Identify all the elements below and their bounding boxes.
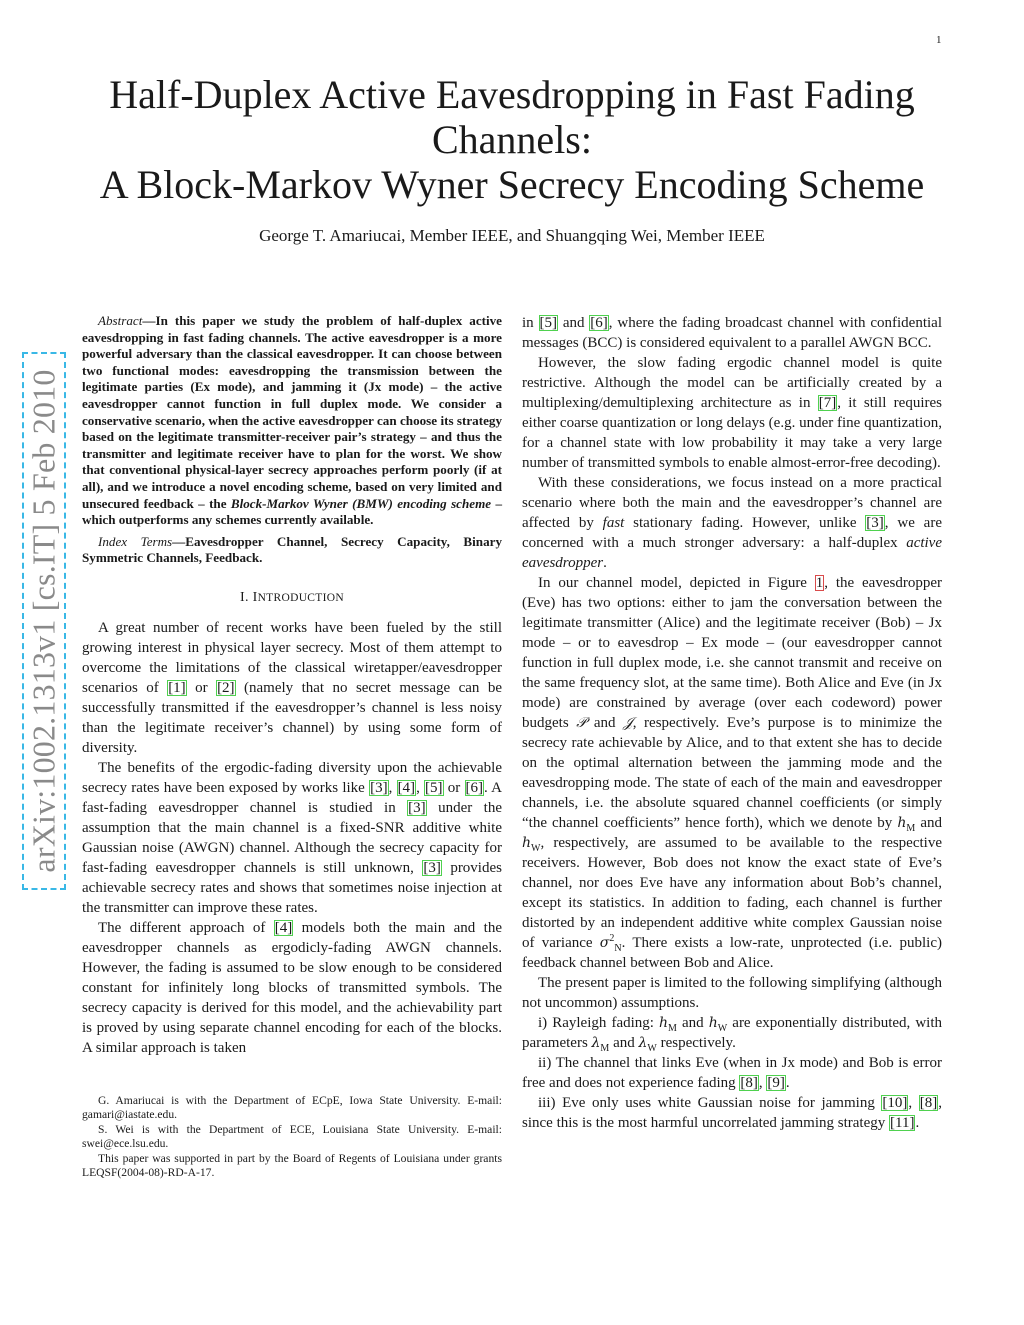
abstract-scheme-name: Block-Markov Wyner (BMW) encoding scheme bbox=[230, 495, 492, 511]
paragraph-text: , bbox=[758, 1075, 767, 1091]
math-subscript: M bbox=[600, 1043, 610, 1054]
paragraph-text: A great number of recent works have been fueled by the still growing interest in physical layer secrecy. Most of them attempt to overcome the limitations of the classical wiretapper/eavesdropper scenarios of bbox=[82, 619, 502, 696]
right-column bbox=[522, 313, 942, 1133]
paragraph-text: and bbox=[676, 1015, 709, 1031]
paragraph-text: and bbox=[558, 315, 590, 331]
paragraph-text: , bbox=[388, 779, 397, 796]
citation-link[interactable]: [3] bbox=[423, 859, 441, 876]
math-symbol: λ bbox=[591, 1035, 601, 1051]
paragraph-text: With these considerations, we focus instead on a more practical scenario where both the main and the eavesdropper’s channel are affected by bbox=[522, 475, 942, 531]
paragraph-text: , bbox=[908, 1095, 919, 1111]
assumption-1 bbox=[522, 1013, 942, 1053]
citation-link[interactable]: [2] bbox=[217, 679, 235, 696]
paragraph-text: provides achievable secrecy rates and shows that sometimes noise injection at the transmitter can improve these rates. bbox=[82, 859, 502, 916]
paragraph-text: respectively. bbox=[656, 1035, 736, 1051]
paragraph-text: In our channel model, depicted in Figure bbox=[538, 575, 815, 591]
math-symbol: h bbox=[522, 835, 532, 851]
paragraph-text: and bbox=[609, 1035, 639, 1051]
paragraph-text: are exponentially distributed, with parameters bbox=[522, 1015, 942, 1051]
math-subscript: W bbox=[647, 1043, 657, 1054]
math-symbol: 𝒥 bbox=[623, 715, 633, 731]
math-subscript: N bbox=[614, 943, 622, 954]
citation-link[interactable]: [5] bbox=[425, 779, 443, 796]
right-paragraph-5: The present paper is limited to the following simplifying (although not uncommon) assumptions. bbox=[522, 975, 942, 1011]
citation-link[interactable]: [5] bbox=[539, 315, 557, 331]
citation-link[interactable]: [11] bbox=[890, 1115, 915, 1131]
figure-link[interactable]: 1 bbox=[815, 575, 824, 591]
math-symbol: σ bbox=[599, 935, 610, 951]
citation-link[interactable]: [4] bbox=[397, 779, 416, 796]
paragraph-text: The benefits of the ergodic-fading diversity upon the achievable secrecy rates have been exposed by works like bbox=[82, 759, 502, 796]
abstract-text-end: – which outperforms any schemes currently available. bbox=[82, 495, 502, 528]
citation-link[interactable]: [9] bbox=[767, 1075, 785, 1091]
intro-paragraph-2 bbox=[82, 758, 502, 918]
paragraph-text: , since this is the most harmful uncorrelated jamming strategy bbox=[522, 1095, 942, 1131]
right-paragraph-3 bbox=[522, 473, 942, 573]
section-heading-introduction bbox=[82, 588, 502, 608]
assumption-3 bbox=[522, 1093, 942, 1133]
abstract-text: —In this paper we study the problem of half-duplex active eavesdropping in fast fading channels. The active eavesdropper is a more powerful adversary than the classical eavesdropper. It can choose between two functional modes: eavesdropping the transmission between the legitimate parties (Ex mode), and jamming it (Jx mode) – the active eavesdropper cannot function in full duplex mode. We consider a conservative scenario, when the active eavesdropper can choose its strategy based on the legitimate transmitter-receiver pair’s strategy – and thus the transmitter and legitimate receiver have to plan for the worst. We show that conventional physical-layer secrecy approaches perform poorly (if at all), and we introduce a novel encoding scheme, based on very limited and unsecured feedback – the bbox=[82, 313, 502, 511]
paragraph-text: or bbox=[443, 779, 465, 796]
authors-line: George T. Amariucai, Member IEEE, and Shuangqing Wei, Member IEEE bbox=[259, 226, 765, 245]
paragraph-text: models both the main and the eavesdropper channels as ergodicly-fading AWGN channels. However, the fading is assumed to be slow enough to be considered constant for infinitely long blocks of transmitted symbols. The secrecy capacity is derived for this model, and the achievability part is proved by using separate channel encoding for each of the blocks. A similar approach is taken bbox=[82, 919, 502, 1056]
citation-link[interactable]: [3] bbox=[370, 779, 388, 796]
math-symbol: h bbox=[708, 1015, 718, 1031]
paragraph-text: . bbox=[915, 1115, 920, 1131]
arxiv-identifier-text: arXiv:1002.1313v1 [cs.IT] 5 Feb 2010 bbox=[25, 369, 62, 873]
intro-paragraph-1 bbox=[82, 618, 502, 758]
paragraph-text: under the assumption that the main channel is a fixed-SNR additive white Gaussian noise (AWGN) channel. Although the secrecy capacity for fast-fading eavesdropper channels is still unknown, bbox=[82, 799, 502, 876]
paper-title bbox=[70, 72, 954, 207]
citation-link[interactable]: [10] bbox=[882, 1095, 908, 1111]
paragraph-text: , we are concerned with a much stronger adversary: a half-duplex bbox=[522, 515, 942, 551]
paragraph-text: . bbox=[603, 555, 607, 571]
title-line-1: Half-Duplex Active Eavesdropping in Fast Fading bbox=[109, 72, 915, 117]
paragraph-text: , where the fading broadcast channel with confidential messages (BCC) is considered equivalent to a parallel AWGN BCC. bbox=[522, 315, 942, 351]
paragraph-text: . A fast-fading eavesdropper channel is studied in bbox=[82, 779, 503, 816]
math-symbol: λ bbox=[638, 1035, 648, 1051]
page-number: 1 bbox=[936, 34, 942, 46]
emphasis-text: fast bbox=[602, 515, 625, 531]
citation-link[interactable]: [1] bbox=[168, 679, 186, 696]
citation-link[interactable]: [7] bbox=[818, 395, 837, 411]
right-paragraph-4 bbox=[522, 573, 942, 973]
citation-link[interactable]: [8] bbox=[740, 1075, 758, 1091]
citation-link[interactable]: [8] bbox=[919, 1095, 938, 1111]
paragraph-text: ii) The channel that links Eve (when in Jx mode) and Bob is error free and does not experience fading bbox=[522, 1055, 942, 1091]
abstract bbox=[82, 313, 502, 529]
citation-link[interactable]: [4] bbox=[274, 919, 293, 936]
index-terms-text: —Eavesdropper Channel, Secrecy Capacity, Binary Symmetric Channels, Feedback. bbox=[82, 533, 502, 566]
index-terms bbox=[82, 534, 502, 567]
paragraph-text: iii) Eve only uses white Gaussian noise for jamming bbox=[538, 1095, 882, 1111]
citation-link[interactable]: [6] bbox=[590, 315, 608, 331]
paragraph-text: However, the slow fading ergodic channel model is quite restrictive. Although the model can be artificially created by a multiplexing/demultiplexing architecture as in bbox=[522, 355, 942, 411]
paragraph-text: , bbox=[416, 779, 425, 796]
footnote-1: G. Amariucai is with the Department of ECpE, Iowa State University. E-mail: gamari@iastate.edu. bbox=[82, 1093, 502, 1122]
emphasis-text: active eavesdropper bbox=[522, 535, 942, 571]
paragraph-text: The different approach of bbox=[98, 919, 274, 936]
math-symbol: h bbox=[659, 1015, 669, 1031]
paragraph-text: in bbox=[522, 315, 539, 331]
paragraph-text: . bbox=[785, 1075, 790, 1091]
paragraph-text: , it still requires either coarse quantization or long delays (e.g. under fine quantization, for a channel state with low probability it may take a very large number of transmitted symbols to enable almost-error-free decoding). bbox=[522, 395, 942, 471]
math-symbol: 𝒫 bbox=[576, 715, 587, 731]
paragraph-text: (namely that no secret message can be successfully transmitted if the eavesdropper’s channel is less noisy than the legitimate receiver’s channel) by using some form of diversity. bbox=[82, 679, 503, 756]
arxiv-identifier-stamp[interactable] bbox=[22, 352, 66, 890]
paragraph-text: , respectively. Eve’s purpose is to minimize the secrecy rate achievable by Alice, and to that extent she has to decide on the optimal alternation between the jamming mode and the eavesdropping mode. The state of each of the main and eavesdropper channels, i.e. the absolute squared channel coefficients (or simply “the channel coefficients” hence forth), which we denote by bbox=[522, 715, 942, 831]
paragraph-text: . There exists a low-rate, unprotected (i.e. public) feedback channel between Bob and Alice. bbox=[522, 935, 942, 971]
math-subscript: W bbox=[717, 1023, 728, 1034]
paragraph-text: , respectively, are assumed to be available to the respective receivers. However, Bob does not know the exact state of Eve’s channel, nor does Eve have any information about Bob’s channel, except its statistics. In addition to fading, each channel is further distorted by an independent additive white complex Gaussian noise of variance bbox=[522, 835, 942, 951]
math-superscript: 2 bbox=[609, 933, 615, 944]
paragraph-text: and bbox=[586, 715, 624, 731]
abstract-label: Abstract bbox=[98, 313, 143, 328]
index-terms-label: Index Terms bbox=[98, 533, 173, 549]
intro-paragraph-3 bbox=[82, 918, 502, 1058]
footnotes bbox=[82, 1094, 502, 1180]
citation-link[interactable]: [3] bbox=[408, 799, 426, 816]
paragraph-text: , the eavesdropper (Eve) has two options: either to jam the conversation between the legitimate transmitter (Alice) and the legitimate receiver (Bob) – Jx mode – or to eavesdrop – Ex mode – (our eavesdropper cannot function in full duplex mode, i.e. she cannot transmit and receive on the same frequency slot, at the same time). Both Alice and Eve (in Jx mode) are constrained by average (over each codeword) power budgets bbox=[522, 575, 942, 731]
paragraph-text: i) Rayleigh fading: bbox=[538, 1015, 659, 1031]
right-paragraph-2 bbox=[522, 353, 942, 473]
footnote-3: This paper was supported in part by the Board of Regents of Louisiana under grants LEQSF(2004-08)-RD-A-17. bbox=[82, 1151, 502, 1179]
citation-link[interactable]: [6] bbox=[465, 779, 484, 796]
left-column bbox=[82, 313, 502, 1180]
right-paragraph-1 bbox=[522, 313, 942, 353]
math-subscript: M bbox=[668, 1023, 677, 1034]
math-subscript: W bbox=[531, 843, 541, 854]
citation-link[interactable]: [3] bbox=[866, 515, 884, 531]
paragraph-text: and bbox=[915, 815, 942, 831]
assumption-2 bbox=[522, 1053, 942, 1093]
title-line-2: Channels: bbox=[432, 117, 592, 162]
footnote-2: S. Wei is with the Department of ECE, Louisiana State University. E-mail: swei@ece.lsu.edu. bbox=[82, 1122, 502, 1151]
math-subscript: M bbox=[906, 823, 916, 834]
section-numeral: I. I bbox=[240, 589, 258, 605]
paragraph-text: or bbox=[186, 679, 217, 696]
paragraph-text: stationary fading. However, unlike bbox=[624, 515, 866, 531]
section-title-rest: NTRODUCTION bbox=[257, 591, 344, 604]
math-symbol: h bbox=[897, 815, 907, 831]
title-line-3: A Block-Markov Wyner Secrecy Encoding Scheme bbox=[99, 162, 925, 207]
